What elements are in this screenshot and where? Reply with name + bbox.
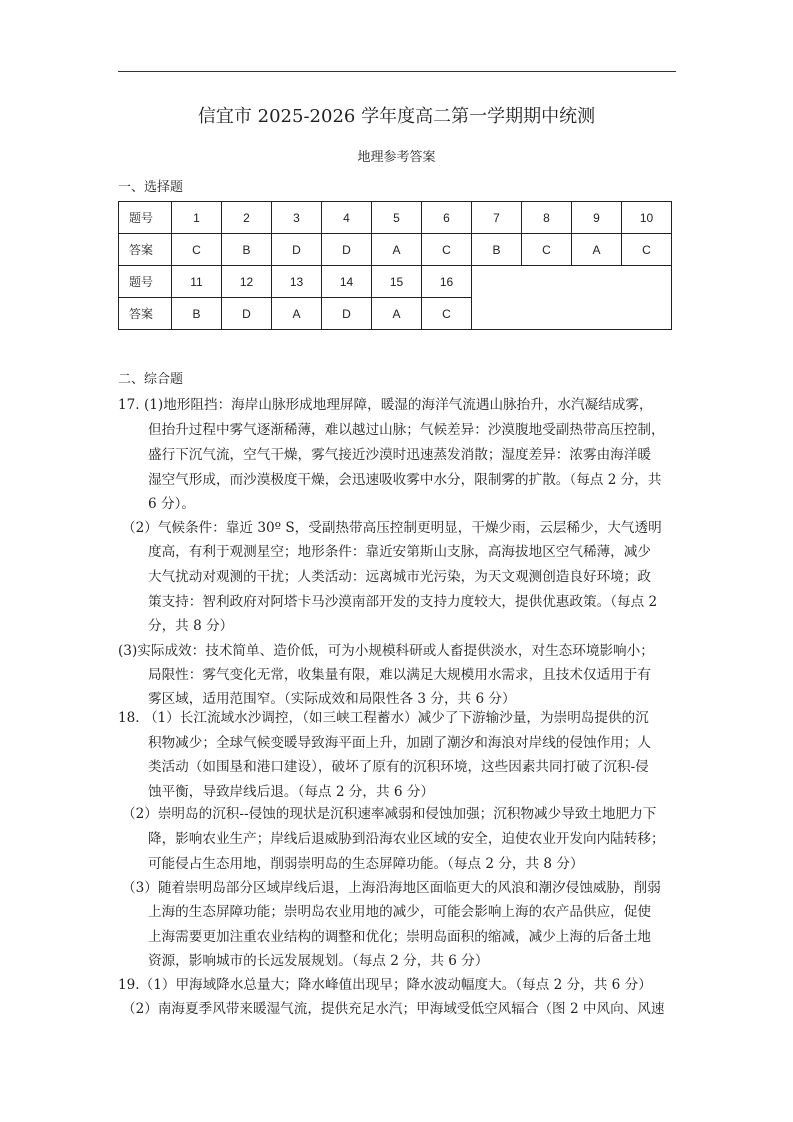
answer-line: 分，共 8 分） [148, 618, 234, 634]
answer-line: 可能侵占生态用地，削弱崇明岛的生态屏障功能。（每点 2 分，共 8 分） [148, 856, 584, 872]
table-cell: A [272, 298, 322, 330]
table-cell: 11 [172, 266, 222, 298]
table-cell: D [322, 234, 372, 266]
answer-line: （2）气候条件：靠近 30º S，受副热带高压控制更明显，干燥少雨，云层稀少，大气透明 [122, 520, 662, 536]
table-cell: C [522, 234, 572, 266]
answer-line: 类活动（如围垦和港口建设），破坏了原有的沉积环境，这些因素共同打破了沉积-侵 [148, 759, 649, 775]
table-cell: 10 [622, 202, 672, 234]
table-cell: 5 [372, 202, 422, 234]
header-rule [118, 71, 676, 72]
table-cell: D [272, 234, 322, 266]
table-cell: B [222, 234, 272, 266]
section-choice-heading: 一、选择题 [118, 180, 184, 195]
table-cell: 14 [322, 266, 372, 298]
table-cell: 6 [422, 202, 472, 234]
answer-line: 蚀平衡，导致岸线后退。（每点 2 分，共 6 分） [148, 784, 435, 800]
table-cell: B [472, 234, 522, 266]
table-cell: C [172, 234, 222, 266]
table-cell: 12 [222, 266, 272, 298]
answer-line: 但抬升过程中雾气逐渐稀薄，难以越过山脉；气候差异：沙漠腹地受副热带高压控制， [148, 422, 665, 438]
document-subtitle: 地理参考答案 [357, 150, 436, 165]
table-cell: 15 [372, 266, 422, 298]
answer-line: 积物减少；全球气候变暖导致海平面上升，加剧了潮汐和海浪对岸线的侵蚀作用；人 [148, 735, 651, 751]
table-cell: A [572, 234, 622, 266]
answer-line: 策支持：智利政府对阿塔卡马沙漠南部开发的支持力度较大，提供优惠政策。（每点 2 [148, 594, 658, 610]
answer-line: 17. (1)地形阻挡：海岸山脉形成地理屏障，暖湿的海洋气流遇山脉抬升，水汽凝结成雾， [118, 397, 653, 413]
answer-line: 雾区域，适用范围窄。（实际成效和局限性各 3 分，共 6 分） [148, 691, 516, 707]
answer-line: 大气扰动对观测的干扰；人类活动：远离城市光污染，为天文观测创造良好环境；政 [148, 569, 651, 585]
table-cell: C [422, 298, 472, 330]
answer-line: 资源，影响城市的长远发展规划。（每点 2 分，共 6 分） [148, 953, 489, 969]
table-cell: D [322, 298, 372, 330]
answer-line: (3)实际成效：技术简单、造价低，可为小规模科研或人畜提供淡水，对生态环境影响小； [118, 643, 654, 659]
answer-line: 湿空气形成，而沙漠极度干燥，会迅速吸收雾中水分，限制雾的扩散。（每点 2 分，共 [148, 472, 662, 488]
table-cell: 16 [422, 266, 472, 298]
table-cell: 3 [272, 202, 322, 234]
table-cell: A [372, 298, 422, 330]
table-cell: B [172, 298, 222, 330]
row-label: 题号 [119, 202, 172, 234]
row-label: 答案 [119, 298, 172, 330]
answer-line: （3）随着崇明岛部分区域岸线后退，上海沿海地区面临更大的风浪和潮汐侵蚀威胁，削弱 [122, 880, 661, 896]
table-cell: 7 [472, 202, 522, 234]
empty-cell [472, 266, 672, 330]
table-cell: 8 [522, 202, 572, 234]
answer-table [118, 201, 672, 330]
answer-line: （2）南海夏季风带来暖湿气流，提供充足水汽；甲海域受低空风辐合（图 2 中风向、风速 [122, 1001, 665, 1017]
section-comprehensive-heading: 二、综合题 [118, 372, 184, 387]
answer-line: （2）崇明岛的沉积--侵蚀的现状是沉积速率减弱和侵蚀加强；沉积物减少导致土地肥力下 [122, 806, 657, 822]
table-cell: C [422, 234, 472, 266]
answer-line: 6 分）。 [148, 496, 195, 512]
table-cell: D [222, 298, 272, 330]
answer-line: 盛行下沉气流，空气干燥，雾气接近沙漠时迅速蒸发消散；湿度差异：浓雾由海洋暖 [148, 447, 651, 463]
document-title: 信宜市 2025-2026 学年度高二第一学期期中统测 [197, 106, 596, 127]
row-label: 题号 [119, 266, 172, 298]
table-cell: 9 [572, 202, 622, 234]
table-cell: A [372, 234, 422, 266]
answer-line: 降，影响农业生产；岸线后退威胁到沿海农业区域的安全，迫使农业开发向内陆转移； [148, 831, 665, 847]
table-cell: 1 [172, 202, 222, 234]
answer-line: 18. （1）长江流域水沙调控，（如三峡工程蓄水）减少了下游输沙量，为崇明岛提供的沉 [118, 710, 649, 726]
row-label: 答案 [119, 234, 172, 266]
table-cell: 2 [222, 202, 272, 234]
answer-line: 上海需要更加注重农业结构的调整和优化；崇明岛面积的缩减，减少上海的后备土地 [148, 929, 651, 945]
answer-line: 度高，有利于观测星空；地形条件：靠近安第斯山支脉，高海拔地区空气稀薄，减少 [148, 544, 651, 560]
table-cell: C [622, 234, 672, 266]
table-cell: 4 [322, 202, 372, 234]
answer-line: 19.（1）甲海域降水总量大；降水峰值出现早；降水波动幅度大。（每点 2 分，共 6 分） [118, 977, 652, 993]
table-cell: 13 [272, 266, 322, 298]
answer-line: 局限性：雾气变化无常，收集量有限，难以满足大规模用水需求，且技术仅适用于有 [148, 667, 651, 683]
answer-line: 上海的生态屏障功能；崇明岛农业用地的减少，可能会影响上海的农产品供应，促使 [148, 904, 651, 920]
